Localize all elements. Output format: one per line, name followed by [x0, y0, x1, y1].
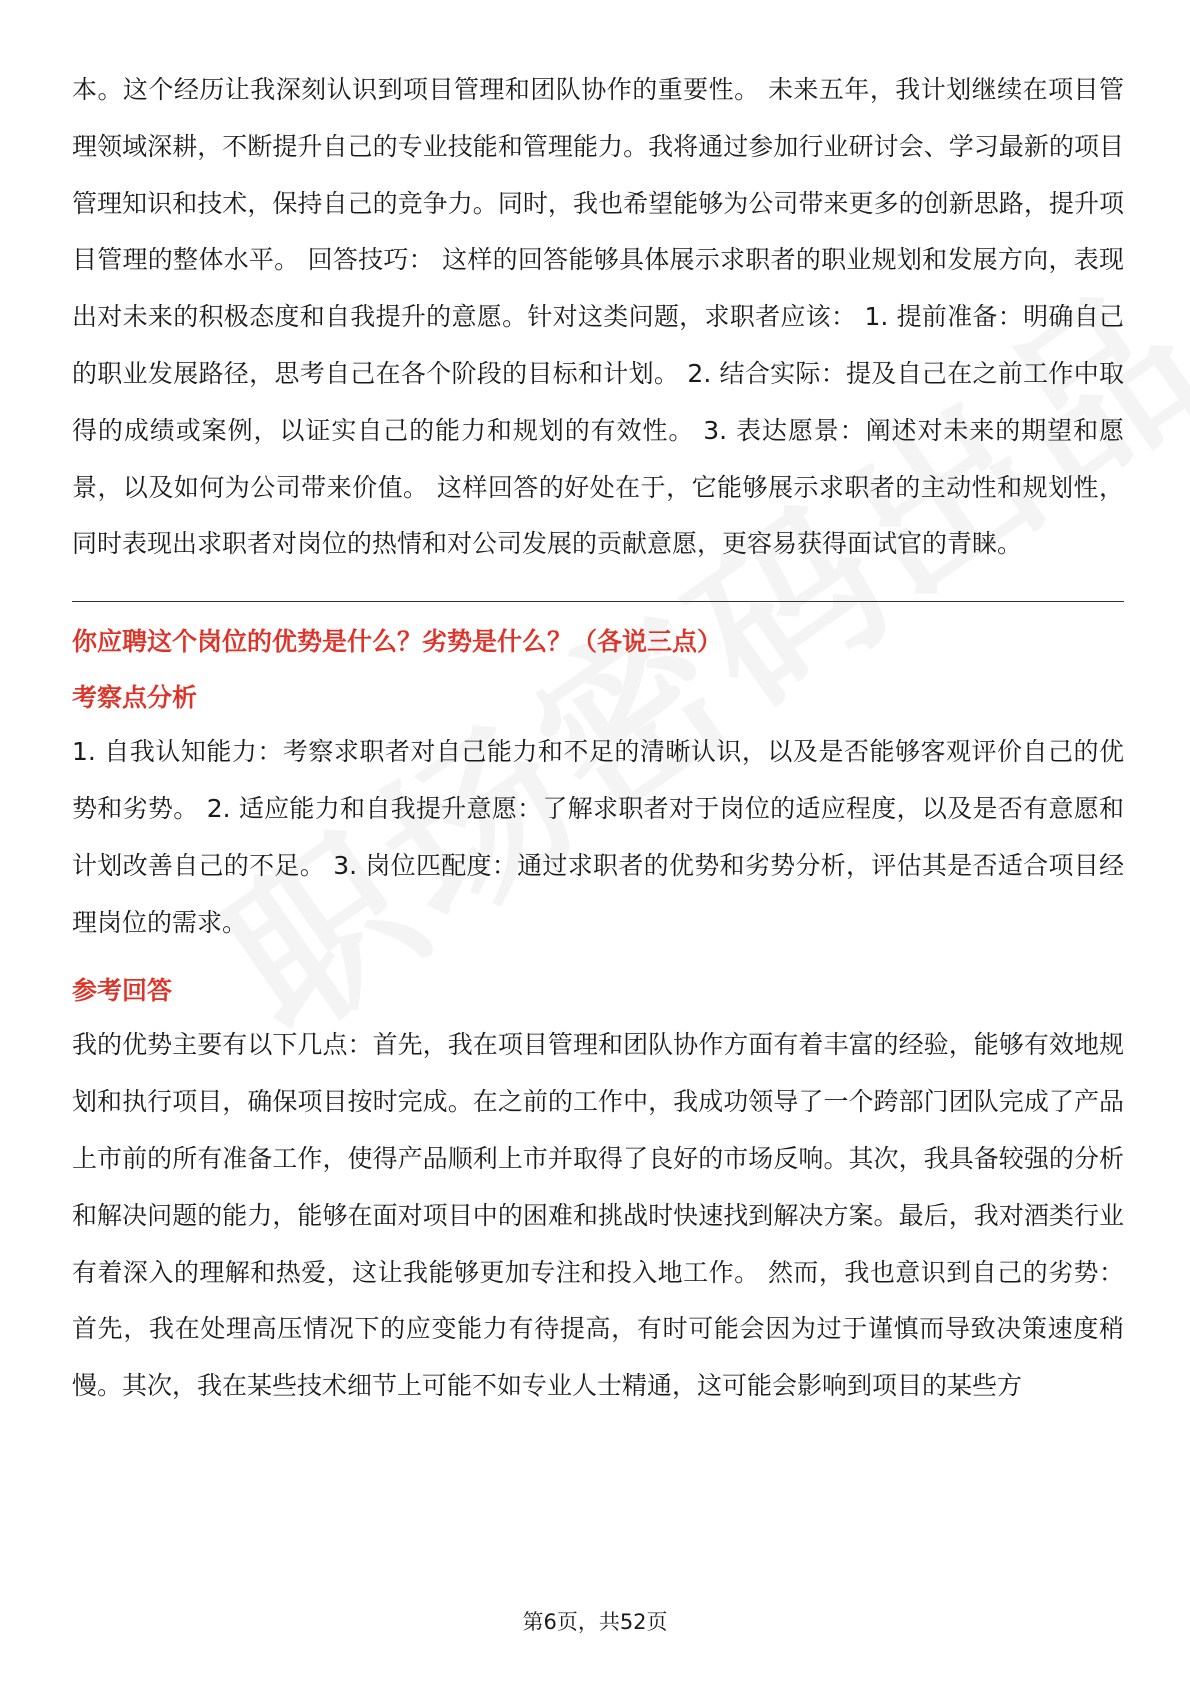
question-heading: 你应聘这个岗位的优势是什么？劣势是什么？（各说三点） [72, 627, 723, 657]
answer-paragraph: 我的优势主要有以下几点：首先，我在项目管理和团队协作方面有着丰富的经验，能够有效地规划和执行项目，确保项目按时完成。在之前的工作中，我成功领导了一个跨部门团队完成了产品上市前的所有准备工作，使得产品顺利上市并取得了良好的市场反响。其次，我具备较强的分析和解决问题的能力，能够在面对项目中的困难和挑战时快速找到解决方案。最后，我对酒类行业有着深入的理解和热爱，这让我能够更加专注和投入地工作。 然而，我也意识到自己的劣势：首先，我在处理高压情况下的应变能力有待提高，有时可能会因为过于谨慎而导致决策速度稍慢。其次，我在某些技术细节上可能不如专业人士精通，这可能会影响到项目的某些方 [72, 1030, 1124, 1401]
intro-paragraph: 本。这个经历让我深刻认识到项目管理和团队协作的重要性。 未来五年，我计划继续在项目管理领域深耕，不断提升自己的专业技能和管理能力。我将通过参加行业研讨会、学习最新的项目管理知识和技术，保持自己的竞争力。同时，我也希望能够为公司带来更多的创新思路，提升项目管理的整体水平。 回答技巧： 这样的回答能够具体展示求职者的职业规划和发展方向，表现出对未来的积极态度和自我提升的意愿。针对这类问题，求职者应该： 1. 提前准备：明确自己的职业发展路径，思考自己在各个阶段的目标和计划。 2. 结合实际：提及自己在之前工作中取得的成绩或案例，以证实自己的能力和规划的有效性。 3. 表达愿景：阐述对未来的期望和愿景，以及如何为公司带来价值。 这样回答的好处在于，它能够展示求职者的主动性和规划性，同时表现出求职者对岗位的热情和对公司发展的贡献意愿，更容易获得面试官的青睐。 [72, 75, 1124, 559]
analysis-heading: 考察点分析 [72, 683, 198, 713]
section-divider [72, 601, 1124, 602]
page-indicator: 第6页，共52页 [522, 1610, 668, 1634]
answer-heading: 参考回答 [72, 976, 173, 1006]
analysis-paragraph: 1. 自我认知能力：考察求职者对自己能力和不足的清晰认识，以及是否能够客观评价自己的优势和劣势。 2. 适应能力和自我提升意愿：了解求职者对于岗位的适应程度，以及是否有意愿和计划改善自己的不足。 3. 岗位匹配度：通过求职者的优势和劣势分析，评估其是否适合项目经理岗位的需求。 [72, 737, 1124, 937]
document-page [72, 62, 1124, 1415]
